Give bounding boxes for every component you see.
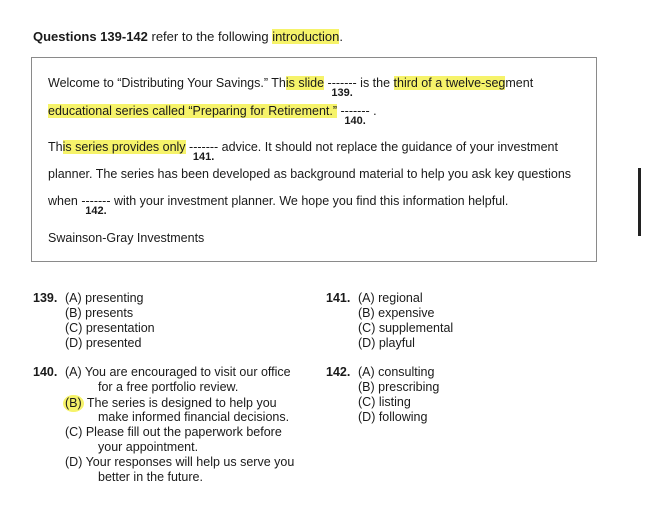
option-b-continued: make informed financial decisions.: [98, 410, 290, 424]
question-141: [326, 291, 526, 353]
heading-highlight: introduction: [272, 29, 340, 44]
question-140: [33, 365, 313, 485]
heading-bold: Questions 139-142: [33, 29, 148, 44]
blank-dashes: -------: [81, 194, 111, 208]
text-segment: Welcome to “Distributing Your Savings.” Th: [48, 76, 286, 90]
selected-answer-marker: (B): [65, 396, 82, 410]
option-c-continued: your appointment.: [98, 440, 199, 454]
text-segment: with your investment planner. We hope you find this information helpful.: [110, 194, 509, 208]
blank-140: [340, 104, 370, 127]
option-b[interactable]: (B) prescribing: [358, 380, 440, 394]
option-a-continued: for a free portfolio review.: [98, 380, 239, 394]
blank-dashes: -------: [189, 140, 219, 154]
heading-period: .: [339, 29, 344, 44]
highlight-segment: is series provides only: [62, 140, 186, 154]
option-d-continued: better in the future.: [98, 470, 203, 484]
option-c[interactable]: (C) listing: [358, 395, 411, 409]
option-a[interactable]: (A) regional: [358, 291, 423, 305]
highlight-segment: educational series called “Preparing for Retirement.”: [48, 104, 338, 118]
text-segment: when: [48, 194, 82, 208]
option-b[interactable]: (B) presents: [65, 306, 134, 320]
text-segment: ment: [505, 76, 534, 90]
text-segment: .: [369, 104, 377, 118]
option-a[interactable]: (A) You are encouraged to visit our office: [65, 365, 291, 379]
blank-141: [189, 140, 219, 163]
passage-signature: Swainson-Gray Investments: [48, 231, 205, 245]
passage-line-2: [48, 104, 377, 127]
text-segment: is the: [356, 76, 394, 90]
blank-number: 140.: [344, 115, 366, 127]
option-c[interactable]: (C) Please fill out the paperwork before: [65, 425, 282, 439]
option-d[interactable]: (D) Your responses will help us serve you: [65, 455, 295, 469]
heading-text: refer to the following: [147, 29, 273, 44]
question-number: 140.: [33, 365, 58, 379]
blank-dashes: -------: [327, 76, 357, 90]
option-a[interactable]: (A) presenting: [65, 291, 144, 305]
scrollbar[interactable]: [638, 168, 641, 236]
option-d[interactable]: (D) presented: [65, 336, 142, 350]
blank-number: 142.: [85, 205, 107, 217]
blank-number: 141.: [192, 151, 215, 163]
option-a[interactable]: (A) consulting: [358, 365, 435, 379]
passage-line-4: planner. The series has been developed as background material to help you ask key questions: [48, 167, 572, 181]
option-d[interactable]: (D) playful: [358, 336, 415, 350]
questions-heading: [33, 29, 343, 44]
blank-142: [81, 194, 111, 217]
passage-box: [31, 57, 597, 262]
option-c[interactable]: (C) supplemental: [358, 321, 454, 335]
text-segment: Th: [48, 140, 63, 154]
question-number: 139.: [33, 291, 58, 305]
passage-line-3: [48, 140, 558, 163]
passage-line-5: [48, 194, 509, 217]
question-142: [326, 365, 526, 427]
highlight-segment: third of a twelve-seg: [393, 76, 506, 90]
option-b[interactable]: (B) expensive: [358, 306, 435, 320]
option-d[interactable]: (D) following: [358, 410, 428, 424]
blank-139: [327, 76, 357, 99]
blank-dashes: -------: [340, 104, 370, 118]
question-number: 141.: [326, 291, 351, 305]
question-139: [33, 291, 293, 353]
highlight-segment: is slide: [285, 76, 325, 90]
option-c[interactable]: (C) presentation: [65, 321, 155, 335]
blank-number: 139.: [331, 87, 353, 99]
text-segment: advice. It should not replace the guidance of your investment: [218, 140, 558, 154]
passage-line-1: [48, 76, 534, 99]
question-number: 142.: [326, 365, 351, 379]
option-b-text: The series is designed to help you: [83, 396, 277, 410]
